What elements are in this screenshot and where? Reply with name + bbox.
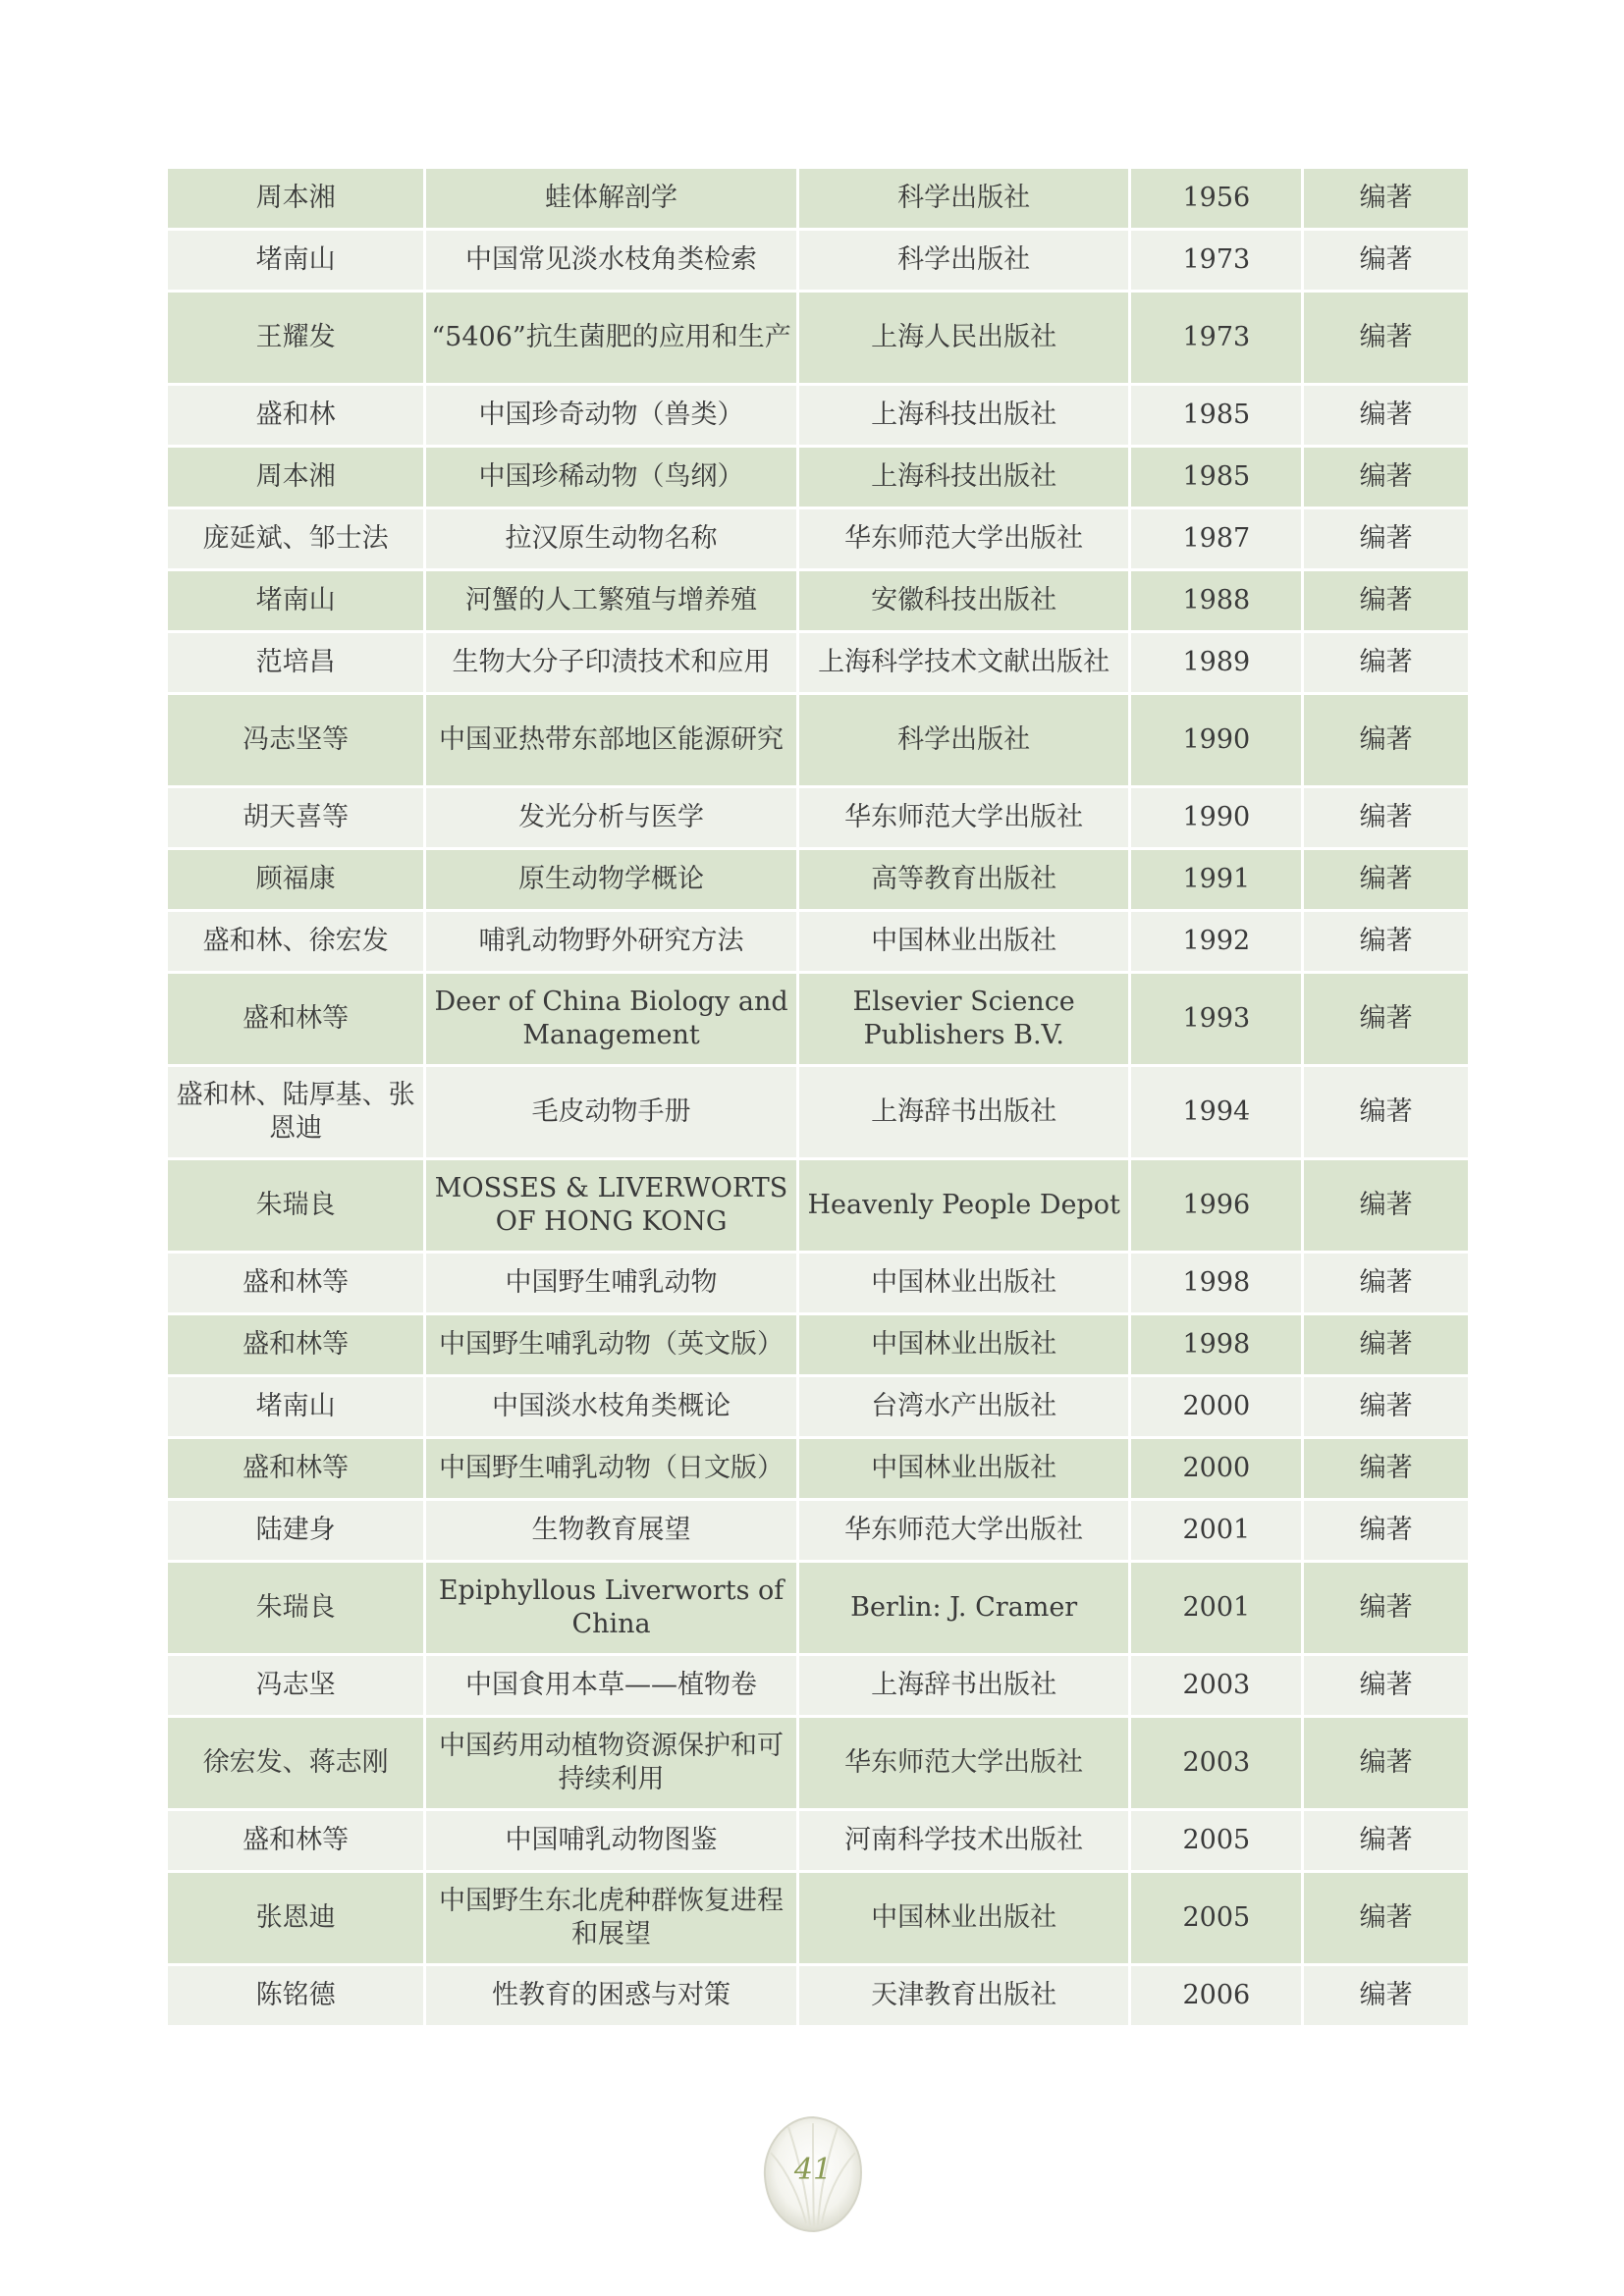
publisher-cell: 华东师范大学出版社 <box>799 1501 1129 1560</box>
publisher-cell: Berlin: J. Cramer <box>799 1563 1129 1653</box>
author-cell: 堵南山 <box>168 1377 423 1436</box>
author-cell: 盛和林、徐宏发 <box>168 912 423 971</box>
author-cell: 盛和林 <box>168 386 423 445</box>
title-cell: 性教育的困惑与对策 <box>426 1966 796 2025</box>
author-cell: 庞延斌、邹士法 <box>168 509 423 568</box>
publisher-cell: 中国林业出版社 <box>799 1254 1129 1312</box>
table-row <box>168 1656 1468 1715</box>
table-row <box>168 1315 1468 1374</box>
publisher-cell: 上海科技出版社 <box>799 448 1129 507</box>
table-row <box>168 448 1468 507</box>
year-cell: 2000 <box>1131 1439 1301 1498</box>
table-row <box>168 1067 1468 1157</box>
year-cell: 2005 <box>1131 1811 1301 1870</box>
author-cell: 周本湘 <box>168 448 423 507</box>
type-cell: 编著 <box>1304 231 1468 290</box>
author-cell: 陈铭德 <box>168 1966 423 2025</box>
author-cell: 堵南山 <box>168 231 423 290</box>
publisher-cell: 中国林业出版社 <box>799 912 1129 971</box>
publisher-cell: 中国林业出版社 <box>799 1315 1129 1374</box>
year-cell: 1990 <box>1131 695 1301 785</box>
author-cell: 盛和林等 <box>168 1811 423 1870</box>
title-cell: 原生动物学概论 <box>426 850 796 909</box>
author-cell: 朱瑞良 <box>168 1160 423 1251</box>
year-cell: 2003 <box>1131 1656 1301 1715</box>
table-row <box>168 695 1468 785</box>
table-row <box>168 1873 1468 1963</box>
author-cell: 冯志坚 <box>168 1656 423 1715</box>
title-cell: 中国常见淡水枝角类检索 <box>426 231 796 290</box>
page-footer <box>759 2113 867 2235</box>
publisher-cell: Heavenly People Depot <box>799 1160 1129 1251</box>
title-cell: MOSSES & LIVERWORTS OF HONG KONG <box>426 1160 796 1251</box>
year-cell: 2001 <box>1131 1563 1301 1653</box>
year-cell: 1988 <box>1131 571 1301 630</box>
year-cell: 1989 <box>1131 633 1301 692</box>
type-cell: 编著 <box>1304 912 1468 971</box>
publisher-cell: 科学出版社 <box>799 695 1129 785</box>
type-cell: 编著 <box>1304 850 1468 909</box>
type-cell: 编著 <box>1304 448 1468 507</box>
publisher-cell: 高等教育出版社 <box>799 850 1129 909</box>
title-cell: “5406”抗生菌肥的应用和生产 <box>426 293 796 383</box>
year-cell: 1985 <box>1131 448 1301 507</box>
year-cell: 1973 <box>1131 293 1301 383</box>
type-cell: 编著 <box>1304 974 1468 1064</box>
title-cell: 中国野生哺乳动物（日文版） <box>426 1439 796 1498</box>
author-cell: 胡天喜等 <box>168 788 423 847</box>
publisher-cell: 天津教育出版社 <box>799 1966 1129 2025</box>
title-cell: 中国野生哺乳动物（英文版） <box>426 1315 796 1374</box>
table-row <box>168 1563 1468 1653</box>
title-cell: 中国哺乳动物图鉴 <box>426 1811 796 1870</box>
year-cell: 2006 <box>1131 1966 1301 2025</box>
type-cell: 编著 <box>1304 169 1468 228</box>
table-row <box>168 1811 1468 1870</box>
type-cell: 编著 <box>1304 1501 1468 1560</box>
author-cell: 盛和林等 <box>168 1315 423 1374</box>
publisher-cell: 中国林业出版社 <box>799 1439 1129 1498</box>
author-cell: 陆建身 <box>168 1501 423 1560</box>
year-cell: 1990 <box>1131 788 1301 847</box>
type-cell: 编著 <box>1304 1315 1468 1374</box>
publisher-cell: 华东师范大学出版社 <box>799 788 1129 847</box>
publications-table <box>165 166 1471 2028</box>
page-number: 41 <box>793 2153 833 2187</box>
title-cell: 中国珍奇动物（兽类） <box>426 386 796 445</box>
type-cell: 编著 <box>1304 1873 1468 1963</box>
publisher-cell: 科学出版社 <box>799 169 1129 228</box>
year-cell: 1996 <box>1131 1160 1301 1251</box>
publisher-cell: 上海辞书出版社 <box>799 1656 1129 1715</box>
type-cell: 编著 <box>1304 386 1468 445</box>
type-cell: 编著 <box>1304 1377 1468 1436</box>
table-row <box>168 1718 1468 1808</box>
type-cell: 编著 <box>1304 571 1468 630</box>
title-cell: Deer of China Biology and Management <box>426 974 796 1064</box>
publisher-cell: 华东师范大学出版社 <box>799 1718 1129 1808</box>
table-body <box>168 169 1468 2025</box>
publisher-cell: 中国林业出版社 <box>799 1873 1129 1963</box>
type-cell: 编著 <box>1304 1254 1468 1312</box>
author-cell: 堵南山 <box>168 571 423 630</box>
type-cell: 编著 <box>1304 1656 1468 1715</box>
table-row <box>168 1160 1468 1251</box>
table-row <box>168 1966 1468 2025</box>
year-cell: 2005 <box>1131 1873 1301 1963</box>
publisher-cell: 上海人民出版社 <box>799 293 1129 383</box>
year-cell: 1985 <box>1131 386 1301 445</box>
title-cell: 中国珍稀动物（鸟纲） <box>426 448 796 507</box>
publisher-cell: 台湾水产出版社 <box>799 1377 1129 1436</box>
type-cell: 编著 <box>1304 695 1468 785</box>
type-cell: 编著 <box>1304 1067 1468 1157</box>
author-cell: 盛和林等 <box>168 974 423 1064</box>
table-row <box>168 633 1468 692</box>
year-cell: 1994 <box>1131 1067 1301 1157</box>
author-cell: 冯志坚等 <box>168 695 423 785</box>
title-cell: 蛙体解剖学 <box>426 169 796 228</box>
title-cell: 中国野生哺乳动物 <box>426 1254 796 1312</box>
publisher-cell: 上海辞书出版社 <box>799 1067 1129 1157</box>
type-cell: 编著 <box>1304 1811 1468 1870</box>
title-cell: 中国食用本草——植物卷 <box>426 1656 796 1715</box>
title-cell: 哺乳动物野外研究方法 <box>426 912 796 971</box>
publisher-cell: Elsevier Science Publishers B.V. <box>799 974 1129 1064</box>
author-cell: 盛和林等 <box>168 1254 423 1312</box>
year-cell: 2000 <box>1131 1377 1301 1436</box>
table-row <box>168 850 1468 909</box>
title-cell: 生物大分子印渍技术和应用 <box>426 633 796 692</box>
type-cell: 编著 <box>1304 788 1468 847</box>
publisher-cell: 河南科学技术出版社 <box>799 1811 1129 1870</box>
type-cell: 编著 <box>1304 633 1468 692</box>
table-row <box>168 293 1468 383</box>
publisher-cell: 科学出版社 <box>799 231 1129 290</box>
type-cell: 编著 <box>1304 1718 1468 1808</box>
table-row <box>168 231 1468 290</box>
year-cell: 2003 <box>1131 1718 1301 1808</box>
title-cell: 拉汉原生动物名称 <box>426 509 796 568</box>
author-cell: 张恩迪 <box>168 1873 423 1963</box>
title-cell: 河蟹的人工繁殖与增养殖 <box>426 571 796 630</box>
year-cell: 1987 <box>1131 509 1301 568</box>
table-row <box>168 571 1468 630</box>
table-row <box>168 386 1468 445</box>
table-row <box>168 509 1468 568</box>
type-cell: 编著 <box>1304 293 1468 383</box>
author-cell: 周本湘 <box>168 169 423 228</box>
author-cell: 盛和林、陆厚基、张恩迪 <box>168 1067 423 1157</box>
table-row <box>168 912 1468 971</box>
title-cell: 毛皮动物手册 <box>426 1067 796 1157</box>
author-cell: 朱瑞良 <box>168 1563 423 1653</box>
year-cell: 1973 <box>1131 231 1301 290</box>
title-cell: 中国药用动植物资源保护和可持续利用 <box>426 1718 796 1808</box>
type-cell: 编著 <box>1304 1966 1468 2025</box>
year-cell: 1992 <box>1131 912 1301 971</box>
title-cell: 生物教育展望 <box>426 1501 796 1560</box>
year-cell: 1993 <box>1131 974 1301 1064</box>
table-row <box>168 1254 1468 1312</box>
publisher-cell: 上海科技出版社 <box>799 386 1129 445</box>
table-row <box>168 1439 1468 1498</box>
year-cell: 2001 <box>1131 1501 1301 1560</box>
author-cell: 徐宏发、蒋志刚 <box>168 1718 423 1808</box>
year-cell: 1991 <box>1131 850 1301 909</box>
type-cell: 编著 <box>1304 1439 1468 1498</box>
type-cell: 编著 <box>1304 1160 1468 1251</box>
publisher-cell: 安徽科技出版社 <box>799 571 1129 630</box>
author-cell: 盛和林等 <box>168 1439 423 1498</box>
year-cell: 1956 <box>1131 169 1301 228</box>
title-cell: 中国亚热带东部地区能源研究 <box>426 695 796 785</box>
title-cell: Epiphyllous Liverworts of China <box>426 1563 796 1653</box>
table-row <box>168 974 1468 1064</box>
table-row <box>168 1377 1468 1436</box>
author-cell: 王耀发 <box>168 293 423 383</box>
year-cell: 1998 <box>1131 1254 1301 1312</box>
publisher-cell: 上海科学技术文献出版社 <box>799 633 1129 692</box>
author-cell: 范培昌 <box>168 633 423 692</box>
title-cell: 中国淡水枝角类概论 <box>426 1377 796 1436</box>
author-cell: 顾福康 <box>168 850 423 909</box>
publisher-cell: 华东师范大学出版社 <box>799 509 1129 568</box>
table-row <box>168 169 1468 228</box>
type-cell: 编著 <box>1304 509 1468 568</box>
year-cell: 1998 <box>1131 1315 1301 1374</box>
type-cell: 编著 <box>1304 1563 1468 1653</box>
table-row <box>168 1501 1468 1560</box>
table-row <box>168 788 1468 847</box>
title-cell: 中国野生东北虎种群恢复进程和展望 <box>426 1873 796 1963</box>
title-cell: 发光分析与医学 <box>426 788 796 847</box>
